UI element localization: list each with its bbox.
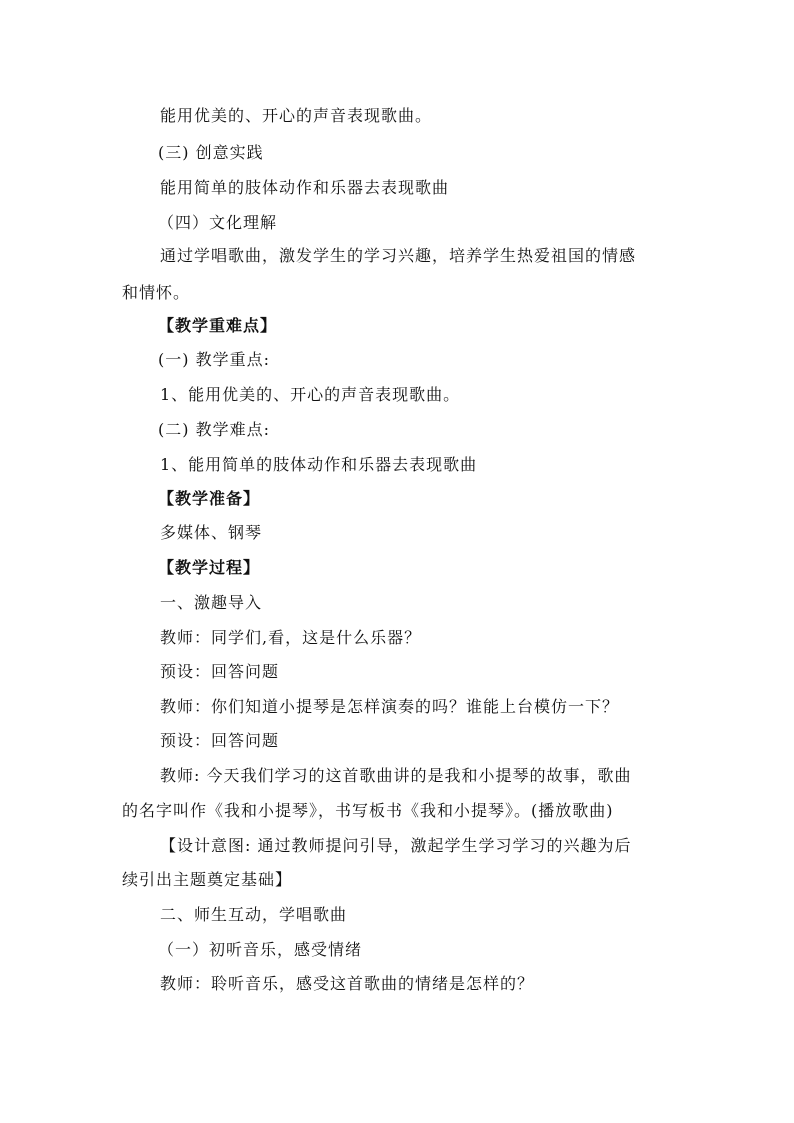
text-line: 教师：你们知道小提琴是怎样演奏的吗？谁能上台模仿一下？ [160,697,620,716]
text-line: 【设计意图: 通过教师提问引导，激起学生学习学习的兴趣为后 [160,836,632,855]
text-line: 多媒体、钢琴 [160,523,263,542]
text-line: 教师：聆听音乐，感受这首歌曲的情绪是怎样的？ [160,974,535,993]
text-line: 教师：同学们,看，这是什么乐器？ [160,628,422,647]
text-line: 能用简单的肢体动作和乐器去表现歌曲 [160,178,450,197]
text-line: 教师: 今天我们学习的这首歌曲讲的是我和小提琴的故事，歌曲 [160,766,632,785]
text-line: 预设：回答问题 [160,662,280,681]
section-heading: 二、师生互动，学唱歌曲 [160,905,348,924]
text-line: 能用优美的、开心的声音表现歌曲。 [160,106,433,125]
text-line: 1、能用优美的、开心的声音表现歌曲。 [160,385,461,404]
text-line: 预设：回答问题 [160,731,280,750]
text-line: 续引出主题奠定基础】 [122,870,293,889]
bold-heading: 【教学准备】 [158,489,261,508]
bold-heading: 【教学过程】 [158,558,261,577]
section-heading: （一）初听音乐，感受情绪 [158,940,363,959]
section-heading: （四）文化理解 [158,213,278,232]
section-heading: 一、激趣导入 [160,593,263,612]
text-line: 通过学唱歌曲，激发学生的学习兴趣，培养学生热爱祖国的情感 [160,246,637,265]
section-heading: (二) 教学难点: [158,420,270,439]
section-heading: (一) 教学重点: [158,350,270,369]
text-line: 和情怀。 [122,283,191,302]
bold-heading: 【教学重难点】 [158,316,278,335]
text-line: 的名字叫作《我和小提琴》，书写板书《我和小提琴》。(播放歌曲) [122,801,614,820]
text-line: 1、能用简单的肢体动作和乐器去表现歌曲 [160,455,478,474]
section-heading: (三) 创意实践 [158,143,264,162]
